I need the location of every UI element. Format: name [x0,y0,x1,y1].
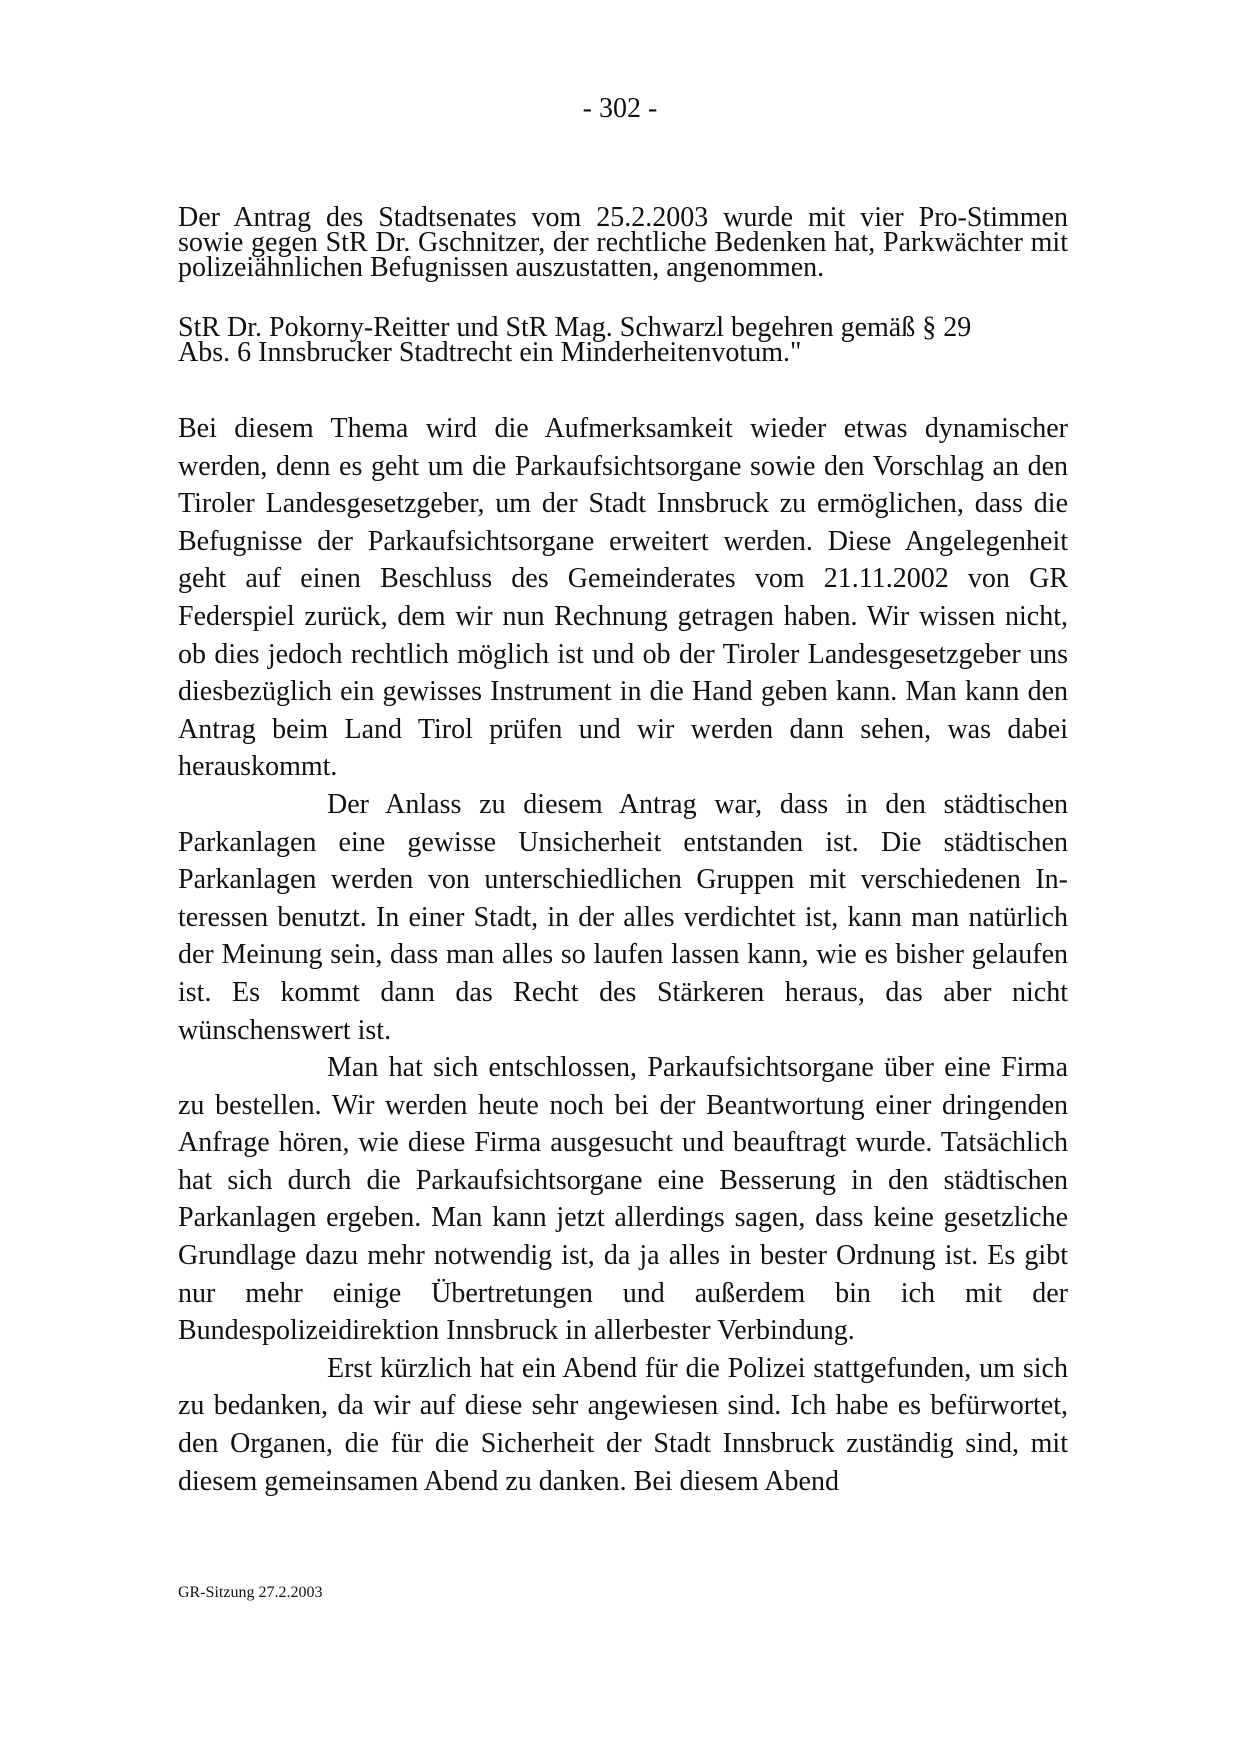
quote-paragraph-minority-vote [178,312,1068,368]
body-paragraph-2: Der Anlass zu diesem Antrag war, dass in den städtischen Parkanlagen eine gewisse Unsicherheit entstanden ist. Die städtischen Parkanlagen werden von unterschiedlichen Gruppen mit verschiedenen Interessen benutzt. In einer Stadt, in der alles verdichtet ist, kann man natürlich der Meinung sein, dass man alles so laufen lassen kann, wie es bisher gelaufen ist. Es kommt dann das Recht des Stärkeren heraus, das aber nicht wünschenswert ist. [178,788,1068,1046]
minority-vote-line-1: StR Dr. Pokorny-Reitter und StR Mag. Schwarzl begehren gemäß § 29 [178,312,972,343]
body-paragraph-3: Man hat sich entschlossen, Parkaufsichtsorgane über eine Firma zu bestellen. Wir werden heute noch bei der Beantwortung einer dringenden Anfrage hören, wie diese Firma ausgesucht und beauftragt wurde. Tatsächlich hat sich durch die Parkaufsichtsorgane eine Besserung in den städtischen Parkanlagen ergeben. Man kann jetzt allerdings sagen, dass keine gesetzliche Grundlage dazu mehr notwendig ist, da ja alles in bester Ordnung ist. Es gibt nur mehr einige Übertretungen und außerdem bin ich mit der Bundespolizeidirektion Innsbruck in allerbester Verbindung. [178,1052,1068,1347]
body-paragraph-4: Erst kürzlich hat ein Abend für die Polizei stattgefunden, um sich zu bedanken, da wir auf diese sehr angewiesen sind. Ich habe es befürwortet, den Organen, die für die Sicherheit der Stadt Innsbruck zuständig sind, mit diesem gemeinsamen Abend zu danken. Bei diesem Abend [178,1352,1068,1497]
body-paragraph-1: Bei diesem Thema wird die Aufmerksamkeit wieder etwas dynamischer werden, denn es geht um die Parkaufsichtsorgane sowie den Vorschlag an den Tiroler Landesgesetzgeber, um der Stadt Innsbruck zu ermöglichen, dass die Befugnisse der Parkaufsichtsorgane erweitert werden. Diese Angelegenheit geht auf einen Beschluss des Gemeinderates vom 21.11.2002 von GR Federspiel zurück, dem wir nun Rechnung getragen haben. Wir wissen nicht, ob dies jedoch rechtlich möglich ist und ob der Tiroler Landesgesetzgeber uns diesbezüglich ein gewisses Instrument in die Hand geben kann. Man kann den Antrag beim Land Tirol prüfen und wir werden dann sehen, was dabei herauskommt. [178,413,1068,783]
minority-vote-line-2: Abs. 6 Innsbrucker Stadtrecht ein Minderheitenvotum." [178,337,802,368]
page-footer: GR-Sitzung 27.2.2003 [178,1584,323,1601]
page-number: - 302 - [582,93,658,124]
speech-body [178,410,1068,1500]
quote-paragraph-vote-result: Der Antrag des Stadtsenates vom 25.2.2003 wurde mit vier Pro-Stimmen sowie gegen StR Dr. Gschnitzer, der rechtliche Bedenken hat, Parkwächter mit polizeiähnlichen Befugnissen auszustatten, angenommen. [178,202,1068,283]
